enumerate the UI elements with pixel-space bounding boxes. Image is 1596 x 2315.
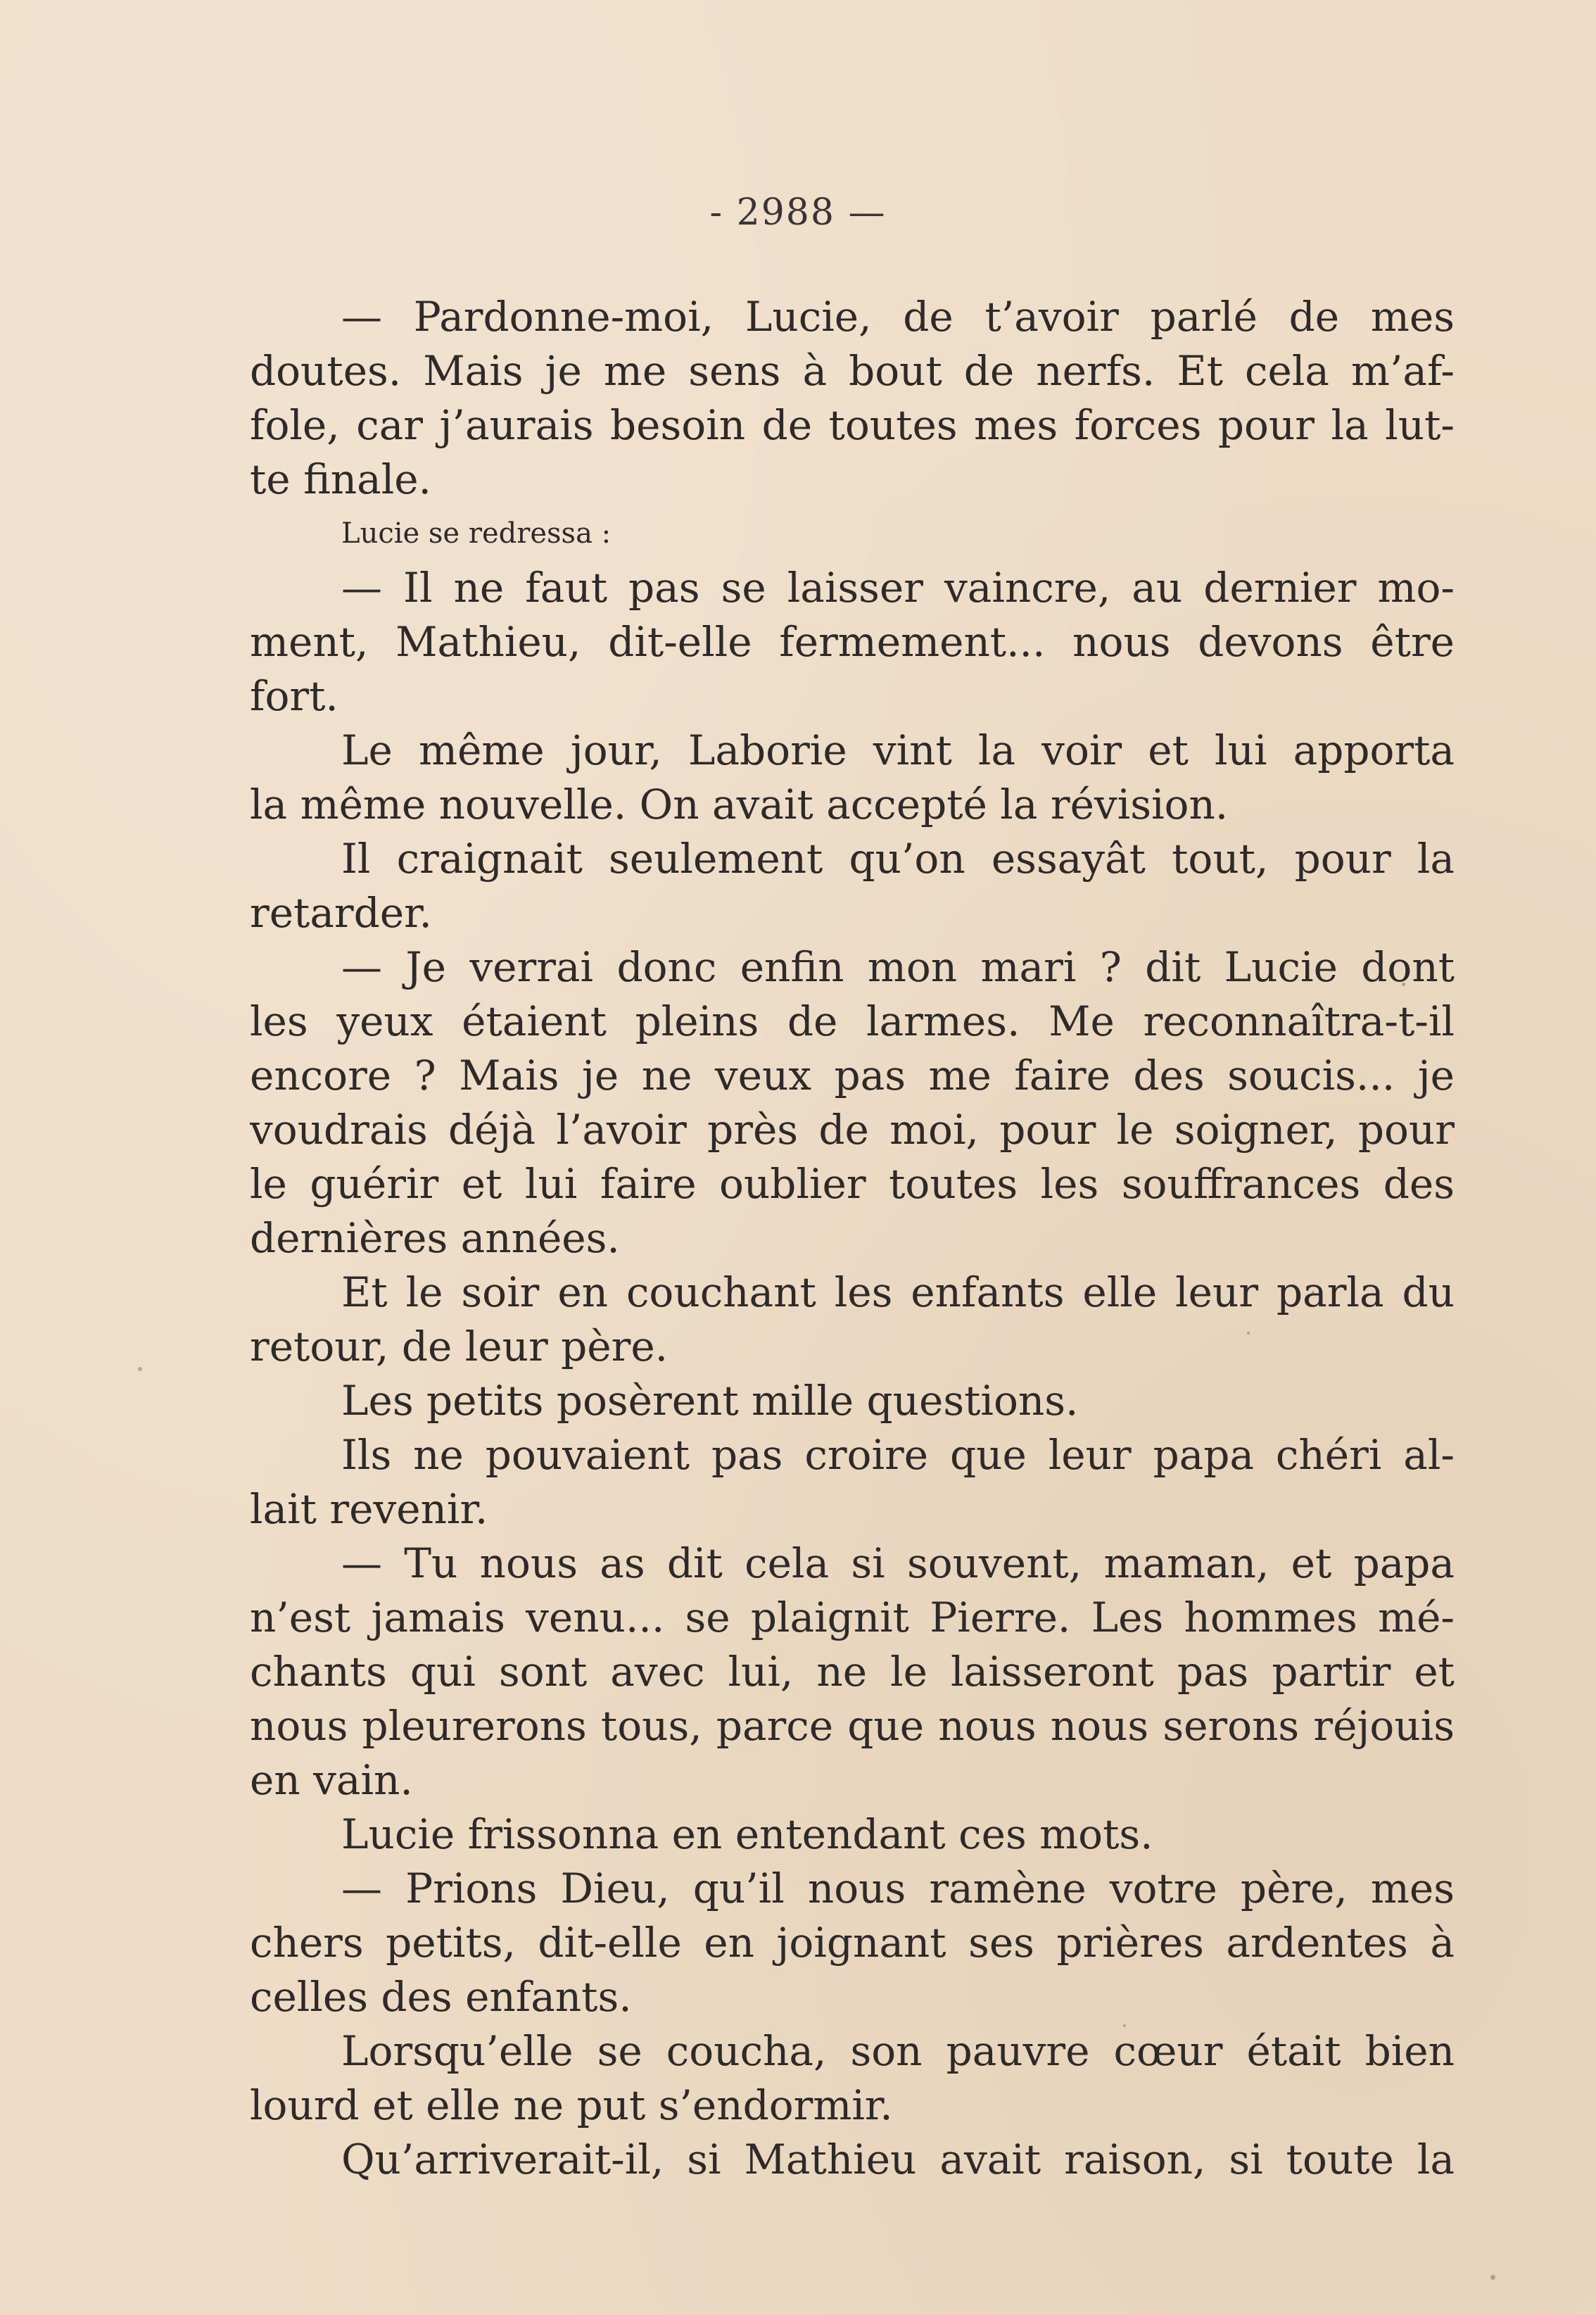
text-line: — Pardonne-moi, Lucie, de t’avoir parlé de mes — [341, 293, 1455, 341]
text-line: Lorsqu’elle se coucha, son pauvre cœur était bien — [341, 2027, 1455, 2075]
text-line: doutes. Mais je me sens à bout de nerfs. Et cela m’af- — [250, 347, 1455, 395]
text-line: — Tu nous as dit cela si souvent, maman, et papa — [341, 1539, 1455, 1587]
text-line: fole, car j’aurais besoin de toutes mes forces pour la lut- — [250, 401, 1455, 449]
text-line: chants qui sont avec lui, ne le laisseront pas partir et — [250, 1648, 1455, 1696]
text-line: — Je verrai donc enfin mon mari ? dit Lucie dont — [341, 943, 1455, 991]
text-line: te finale. — [250, 455, 431, 503]
text-line: Les petits posèrent mille questions. — [341, 1377, 1079, 1425]
text-line: Lucie se redressa : — [341, 517, 612, 550]
text-line: chers petits, dit-elle en joignant ses prières ardentes à — [250, 1919, 1455, 1967]
text-line: Le même jour, Laborie vint la voir et lui apporta — [341, 726, 1455, 774]
text-line: Et le soir en couchant les enfants elle leur parla du — [341, 1268, 1455, 1316]
text-line: Lucie frissonna en entendant ces mots. — [341, 1810, 1153, 1858]
body-text — [250, 290, 1455, 2187]
speck — [1490, 2275, 1495, 2280]
text-line: nous pleurerons tous, parce que nous nous serons réjouis — [250, 1702, 1455, 1750]
speck — [1312, 1291, 1315, 1294]
text-line: Qu’arriverait-il, si Mathieu avait raison, si toute la — [341, 2136, 1455, 2183]
text-line: lourd et elle ne put s’endormir. — [250, 2081, 893, 2129]
text-line: — Prions Dieu, qu’il nous ramène votre père, mes — [341, 1865, 1455, 1912]
text-line: retour, de leur père. — [250, 1323, 669, 1370]
speck — [1247, 1332, 1250, 1335]
text-line: n’est jamais venu... se plaignit Pierre. Les hommes mé- — [250, 1594, 1455, 1641]
text-line: en vain. — [250, 1756, 413, 1804]
text-line: ment, Mathieu, dit-elle fermement... nous devons être — [250, 618, 1455, 666]
text-line: la même nouvelle. On avait accepté la révision. — [250, 781, 1229, 828]
text-line: fort. — [250, 672, 338, 720]
text-line: lait revenir. — [250, 1485, 488, 1533]
page-number: - 2988 — — [709, 191, 887, 234]
text-line: le guérir et lui faire oublier toutes les souffrances des — [250, 1160, 1455, 1208]
speck — [1402, 983, 1405, 986]
text-line: celles des enfants. — [250, 1973, 632, 2021]
text-line: dernières années. — [250, 1214, 620, 1262]
text-line: retarder. — [250, 889, 432, 937]
text-line: voudrais déjà l’avoir près de moi, pour le soigner, pour — [250, 1106, 1455, 1154]
text-line: — Il ne faut pas se laisser vaincre, au dernier mo- — [341, 564, 1455, 612]
text-line: Ils ne pouvaient pas croire que leur papa chéri al- — [341, 1431, 1455, 1479]
speck — [1123, 2024, 1126, 2027]
speck — [138, 1367, 142, 1371]
text-line: les yeux étaient pleins de larmes. Me reconnaîtra-t-il — [250, 997, 1455, 1045]
text-line: Il craignait seulement qu’on essayât tout, pour la — [341, 835, 1455, 883]
text-line: encore ? Mais je ne veux pas me faire des soucis... je — [250, 1052, 1455, 1099]
